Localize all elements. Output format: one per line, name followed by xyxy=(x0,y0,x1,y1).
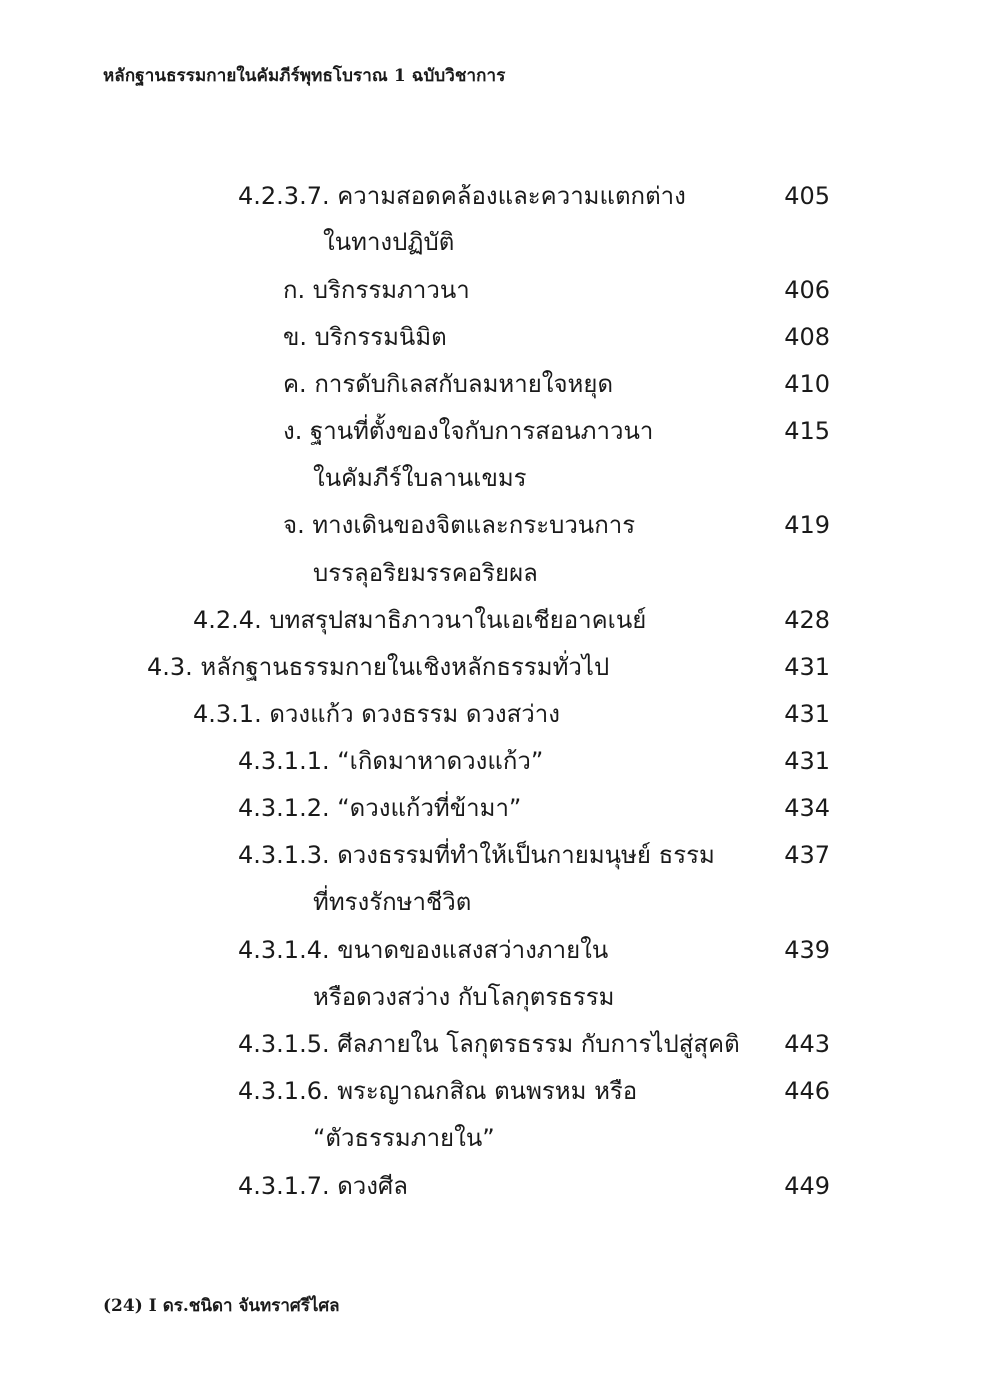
toc-entry-title: ก. บริกรรมภาวนา xyxy=(283,276,470,304)
toc-entry-page: 446 xyxy=(784,1077,830,1105)
toc-entry-page: 437 xyxy=(784,841,830,869)
toc-entry-continuation: บรรลุอริยมรรคอริยผล xyxy=(313,559,538,587)
toc-entry-title: 4.3.1.2. “ดวงแก้วที่ข้ามา” xyxy=(238,794,522,822)
footer-author: ดร.ชนิดา จันทราศรีไศล xyxy=(162,1296,340,1316)
toc-entry-title: จ. ทางเดินของจิตและกระบวนการ xyxy=(283,511,636,539)
toc-entry-continuation: “ตัวธรรมภายใน” xyxy=(313,1124,495,1152)
toc-entry-title: 4.2.3.7. ความสอดคล้องและความแตกต่าง xyxy=(238,182,686,210)
toc-entry-page: 439 xyxy=(784,936,830,964)
toc-entry-title: 4.3.1. ดวงแก้ว ดวงธรรม ดวงสว่าง xyxy=(193,700,560,728)
toc-entry-page: 419 xyxy=(784,511,830,539)
toc-entry-page: 415 xyxy=(784,417,830,445)
toc-entry-page: 405 xyxy=(784,182,830,210)
toc-entry-title: 4.3.1.7. ดวงศีล xyxy=(238,1172,408,1200)
toc-entry-page: 431 xyxy=(784,747,830,775)
toc-entry-title: ง. ฐานที่ตั้งของใจกับการสอนภาวนา xyxy=(283,417,654,445)
toc-entry-page: 449 xyxy=(784,1172,830,1200)
running-footer xyxy=(103,1292,340,1319)
toc-entry-title: 4.3. หลักฐานธรรมกายในเชิงหลักธรรมทั่วไป xyxy=(147,653,610,681)
toc-entry-page: 434 xyxy=(784,794,830,822)
toc-entry-continuation: ในคัมภีร์ใบลานเขมร xyxy=(313,464,527,492)
toc-entry-page: 410 xyxy=(784,370,830,398)
toc-entry-page: 428 xyxy=(784,606,830,634)
toc-entry-page: 431 xyxy=(784,700,830,728)
toc-entry-page: 406 xyxy=(784,276,830,304)
footer-page-number: (24) xyxy=(103,1296,143,1316)
toc-entry-title: 4.3.1.1. “เกิดมาหาดวงแก้ว” xyxy=(238,747,544,775)
footer-separator: I xyxy=(148,1296,157,1316)
toc-entry-page: 408 xyxy=(784,323,830,351)
toc-entry-title: 4.3.1.5. ศีลภายใน โลกุตรธรรม กับการไปสู่สุคติ xyxy=(238,1030,740,1058)
toc-entry-page: 443 xyxy=(784,1030,830,1058)
toc-entry-title: ข. บริกรรมนิมิต xyxy=(283,323,447,351)
toc-entry-title: 4.2.4. บทสรุปสมาธิภาวนาในเอเชียอาคเนย์ xyxy=(193,606,647,634)
toc-entry-continuation: ในทางปฏิบัติ xyxy=(323,228,455,256)
toc-entry-continuation: ที่ทรงรักษาชีวิต xyxy=(313,888,472,916)
toc-entry-page: 431 xyxy=(784,653,830,681)
toc-entry-title: 4.3.1.4. ขนาดของแสงสว่างภายใน xyxy=(238,936,609,964)
toc-entry-title: ค. การดับกิเลสกับลมหายใจหยุด xyxy=(283,370,614,398)
running-header: หลักฐานธรรมกายในคัมภีร์พุทธโบราณ 1 ฉบับวิชาการ xyxy=(103,66,506,86)
toc-entry-continuation: หรือดวงสว่าง กับโลกุตรธรรม xyxy=(313,983,615,1011)
toc-entry-title: 4.3.1.3. ดวงธรรมที่ทำให้เป็นกายมนุษย์ ธรรม xyxy=(238,841,715,869)
toc-entry-title: 4.3.1.6. พระญาณกสิณ ตนพรหม หรือ xyxy=(238,1077,638,1105)
